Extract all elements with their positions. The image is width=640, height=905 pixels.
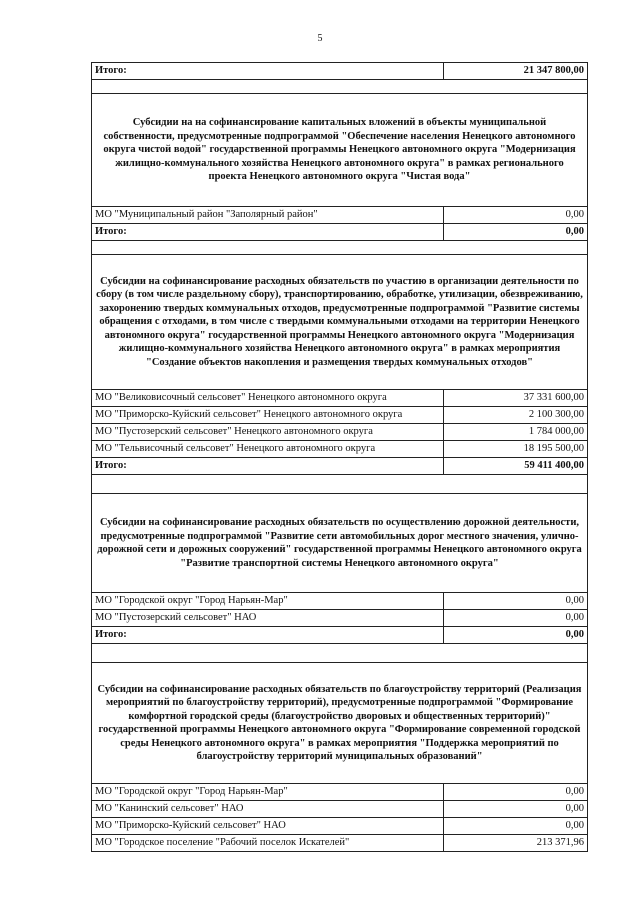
table-row [92, 441, 588, 458]
table-row [92, 407, 588, 424]
table-row [92, 207, 588, 224]
section-heading: Субсидии на софинансирование расходных обязательств по благоустройству территорий (Реализация мероприятий по благоустройству территорий), предусмотренные подпрограммой "Формирование комфортной городской среды (благоустройство дворовых и общественных территорий)" государственной программы Ненецкого автономного округа "Формирование современной городской среды Ненецкого автономного округа" в рамках мероприятия "Поддержка мероприятий по благоустройству территорий муниципальных образований" [92, 663, 588, 784]
total-row [92, 627, 588, 644]
amount-value: 213 371,96 [444, 835, 588, 852]
section-heading: Субсидии на софинансирование расходных обязательств по участию в организации деятельности по сбору (в том числе раздельному сбору), транспортированию, обработке, утилизации, обезвреживанию, захоронению твердых коммунальных отходов, предусмотренные подпрограммой "Развитие системы обращения с отходами, в том числе с твердыми коммунальными отходами на территории Ненецкого автономного округа" государственной программы Ненецкого автономного округа "Модернизация жилищно-коммунального хозяйства Ненецкого автономного округа" в рамках мероприятия "Создание объектов накопления и размещения твердых коммунальных отходов" [92, 255, 588, 390]
spacer-row [92, 80, 588, 94]
subsidy-table [91, 62, 588, 852]
amount-value: 0,00 [444, 593, 588, 610]
municipality-name: МО "Приморско-Куйский сельсовет" Ненецкого автономного округа [92, 407, 444, 424]
municipality-name: МО "Пустозерский сельсовет" Ненецкого автономного округа [92, 424, 444, 441]
amount-value: 18 195 500,00 [444, 441, 588, 458]
spacer-row [92, 241, 588, 255]
total-row [92, 63, 588, 80]
total-value: 21 347 800,00 [444, 63, 588, 80]
table-row [92, 801, 588, 818]
municipality-name: МО "Пустозерский сельсовет" НАО [92, 610, 444, 627]
municipality-name: МО "Муниципальный район "Заполярный район" [92, 207, 444, 224]
municipality-name: МО "Канинский сельсовет" НАО [92, 801, 444, 818]
total-row [92, 224, 588, 241]
table-row [92, 818, 588, 835]
municipality-name: МО "Приморско-Куйский сельсовет" НАО [92, 818, 444, 835]
municipality-name: МО "Городской округ "Город Нарьян-Мар" [92, 784, 444, 801]
total-value: 0,00 [444, 224, 588, 241]
amount-value: 0,00 [444, 207, 588, 224]
spacer-row [92, 644, 588, 663]
section-heading: Субсидии на софинансирование расходных обязательств по осуществлению дорожной деятельности, предусмотренные подпрограммой "Развитие сети автомобильных дорог местного значения, улично-дорожной сети и дорожных сооружений" государственной программы Ненецкого автономного округа "Развитие транспортной системы Ненецкого автономного округа" [92, 494, 588, 593]
total-value: 0,00 [444, 627, 588, 644]
municipality-name: МО "Великовисочный сельсовет" Ненецкого автономного округа [92, 390, 444, 407]
table-row [92, 593, 588, 610]
amount-value: 1 784 000,00 [444, 424, 588, 441]
table-row [92, 784, 588, 801]
table-row [92, 610, 588, 627]
municipality-name: МО "Городское поселение "Рабочий поселок Искателей" [92, 835, 444, 852]
total-label: Итого: [92, 627, 444, 644]
amount-value: 0,00 [444, 784, 588, 801]
municipality-name: МО "Городской округ "Город Нарьян-Мар" [92, 593, 444, 610]
spacer-row [92, 475, 588, 494]
total-label: Итого: [92, 63, 444, 80]
amount-value: 0,00 [444, 801, 588, 818]
municipality-name: МО "Тельвисочный сельсовет" Ненецкого автономного округа [92, 441, 444, 458]
page-number: 5 [317, 33, 323, 44]
table-row [92, 835, 588, 852]
amount-value: 2 100 300,00 [444, 407, 588, 424]
total-label: Итого: [92, 458, 444, 475]
amount-value: 0,00 [444, 610, 588, 627]
total-label: Итого: [92, 224, 444, 241]
table-row [92, 424, 588, 441]
total-value: 59 411 400,00 [444, 458, 588, 475]
table-row [92, 390, 588, 407]
total-row [92, 458, 588, 475]
amount-value: 0,00 [444, 818, 588, 835]
section-heading: Субсидии на на софинансирование капитальных вложений в объекты муниципальной собственности, предусмотренные подпрограммой "Обеспечение населения Ненецкого автономного округа чистой водой" государственной программы Ненецкого автономного округа "Модернизация жилищно-коммунального хозяйства Ненецкого автономного округа" в рамках регионального проекта Ненецкого автономного округа "Чистая вода" [92, 94, 588, 207]
amount-value: 37 331 600,00 [444, 390, 588, 407]
